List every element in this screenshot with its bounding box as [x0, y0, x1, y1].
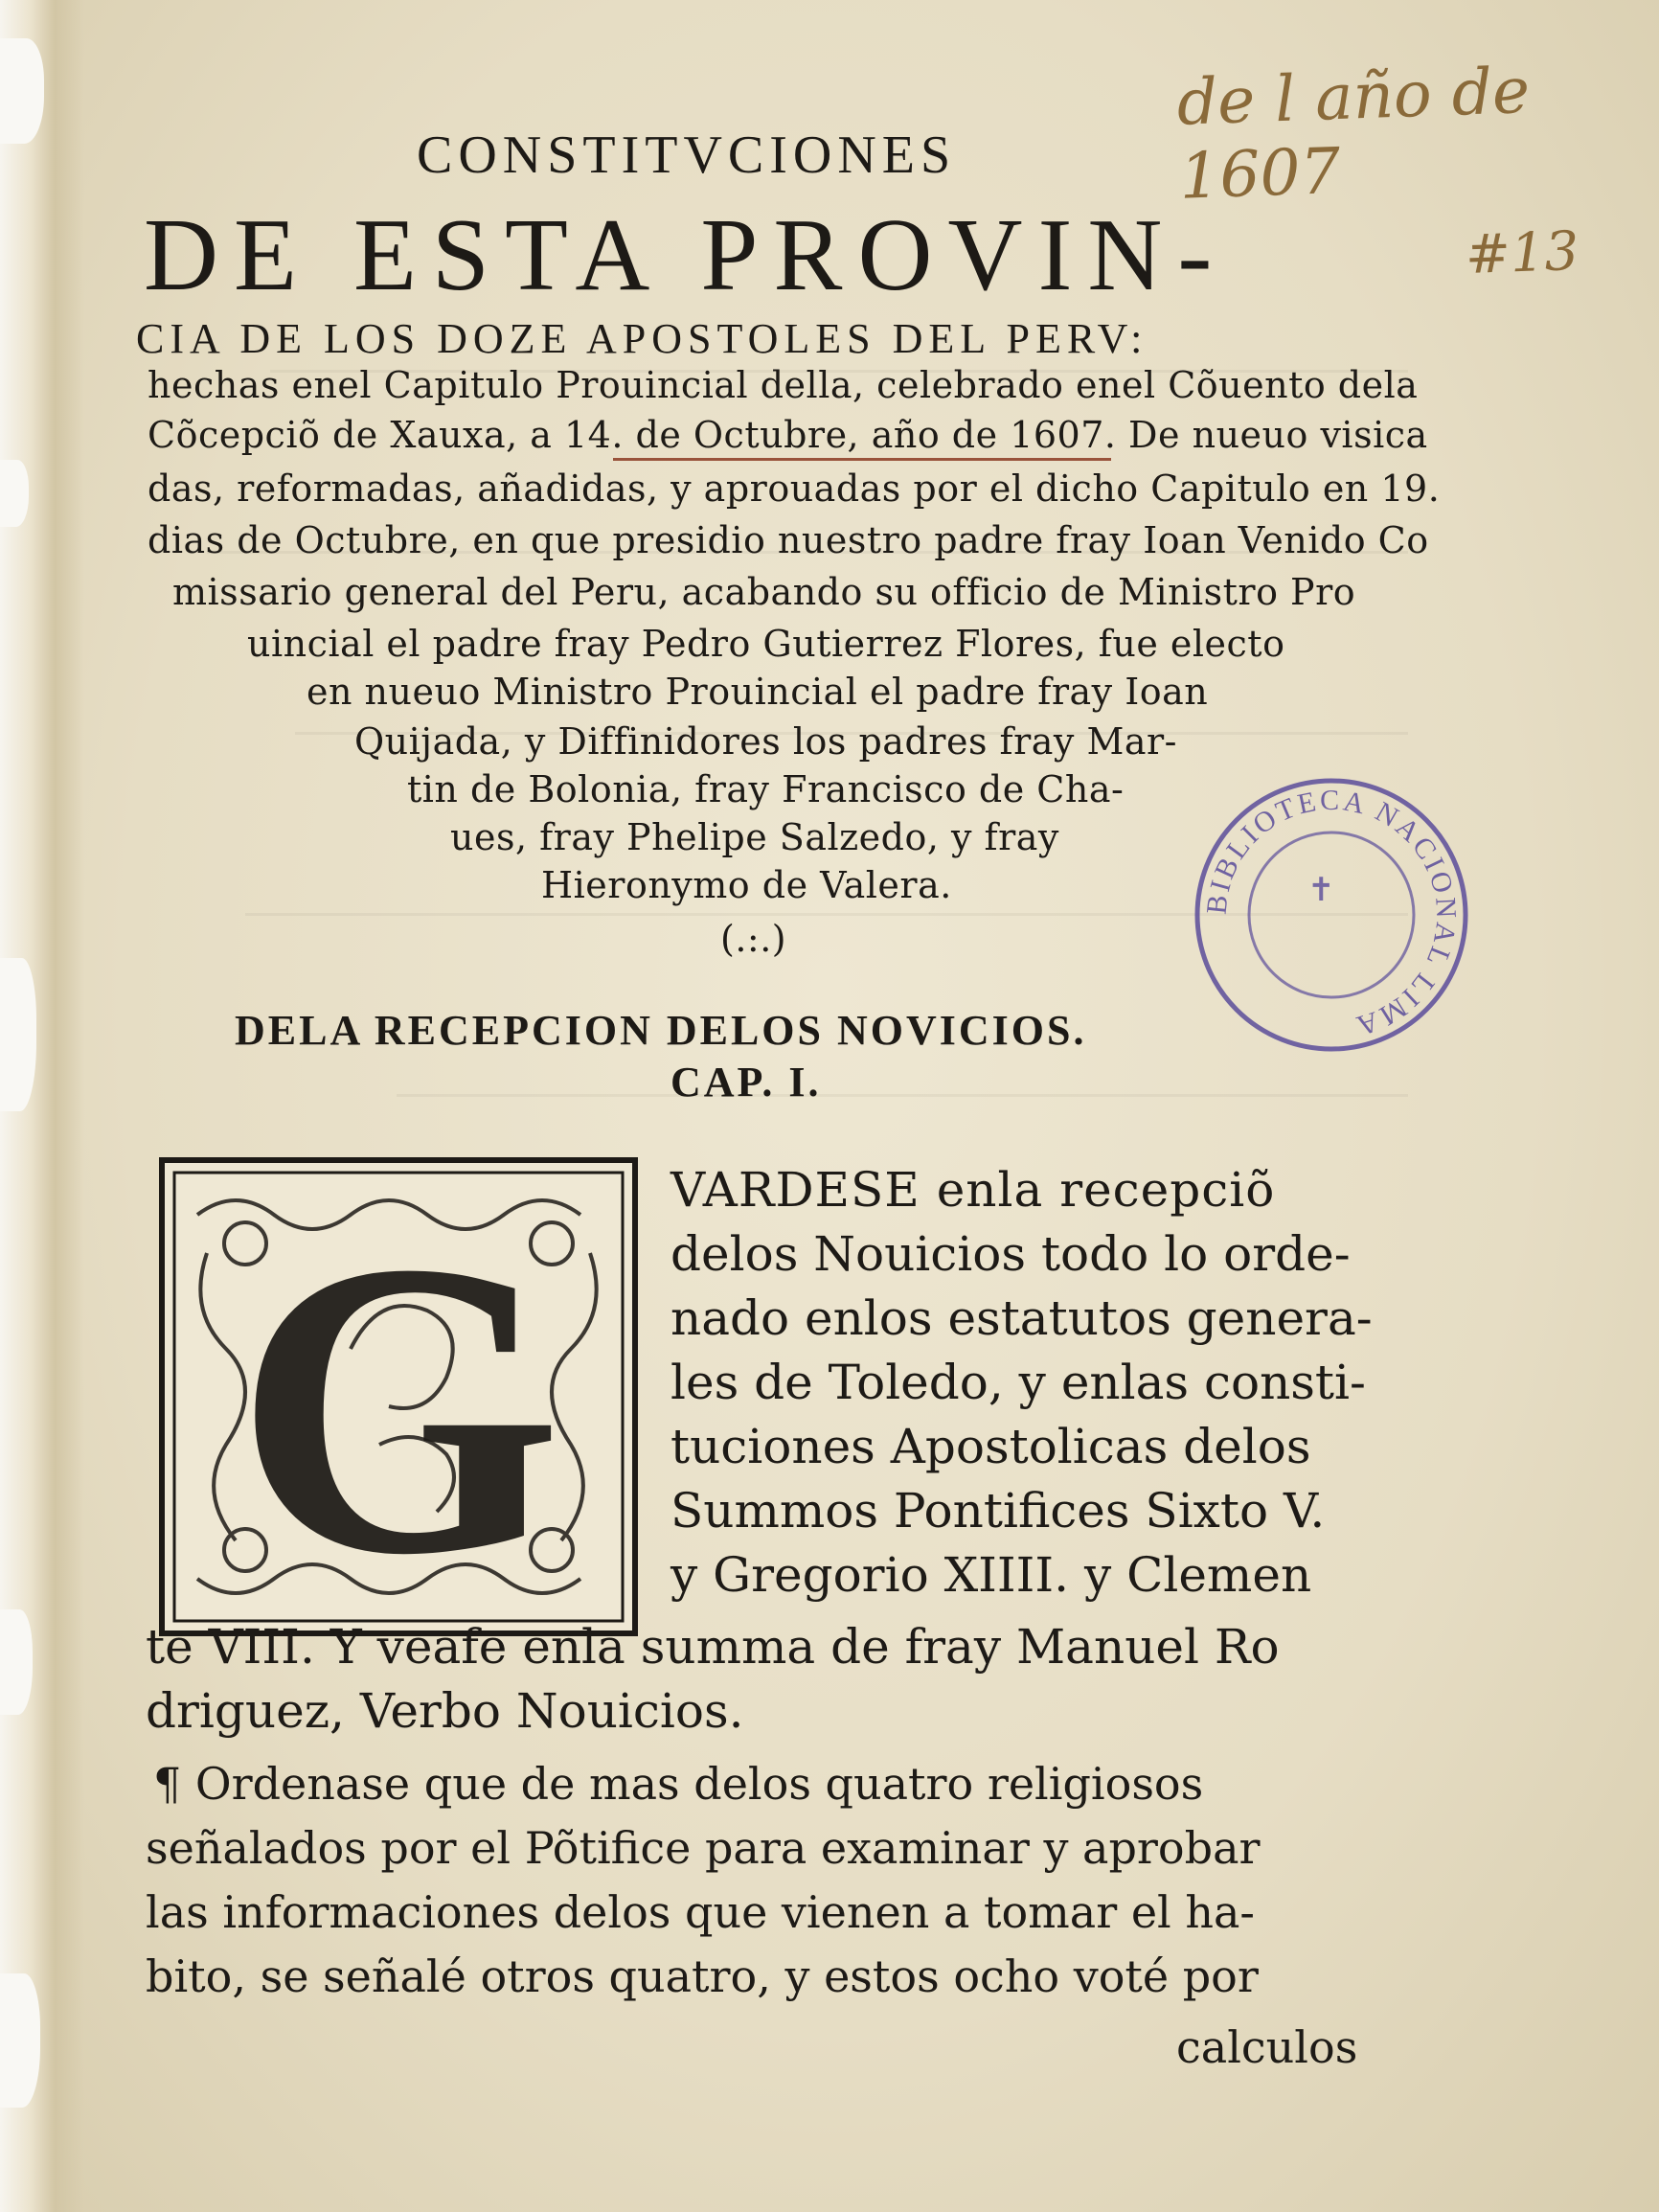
paragraph-line: bito, se señalé otros quatro, y estos ocho voté por	[146, 1950, 1259, 2002]
intro-line: ues, fray Phelipe Salzedo, y fray	[450, 816, 1059, 858]
section-heading: DELA RECEPCION DELOS NOVICIOS.	[235, 1007, 1087, 1054]
ornament: (.:.)	[720, 918, 787, 960]
body-line: VARDESE enla recepciõ	[670, 1162, 1276, 1218]
body-line: nado enlos estatutos genera-	[670, 1290, 1373, 1346]
library-stamp	[1193, 776, 1470, 1054]
handwritten-annotation-date: de l año de 1607	[1175, 53, 1532, 214]
decorated-initial-g	[159, 1157, 638, 1636]
stamp-cross-icon: ✝	[1307, 871, 1335, 909]
intro-line: tin de Bolonia, fray Francisco de Cha-	[407, 768, 1125, 810]
page-edge-tear	[0, 460, 29, 527]
catchword: calculos	[1176, 2021, 1358, 2073]
chapter-heading: CAP. I.	[670, 1059, 822, 1106]
paragraph-line: señalados por el Põtifice para examinar y aprobar	[146, 1822, 1261, 1874]
title-line-1: CONSTITVCIONES	[417, 125, 957, 185]
stamp-text	[1201, 785, 1463, 1042]
ink-underline	[613, 458, 1111, 461]
title-line-2: DE ESTA PROVIN-	[144, 198, 1228, 312]
page-edge-tear	[0, 1609, 33, 1715]
intro-line: dias de Octubre, en que presidio nuestro padre fray Ioan Venido Co	[148, 519, 1429, 561]
intro-line: hechas enel Capitulo Prouincial della, celebrado enel Cõuento dela	[148, 364, 1419, 406]
intro-line: uincial el padre fray Pedro Gutierrez Flores, fue electo	[247, 623, 1285, 665]
page-edge-tear	[0, 958, 36, 1111]
body-line: tuciones Apostolicas delos	[670, 1419, 1311, 1474]
body-line: delos Nouicios todo lo orde-	[670, 1226, 1351, 1282]
body-line: y Gregorio XIIII. y Clemen	[670, 1547, 1312, 1603]
body-line: Summos Pontifices Sixto V.	[670, 1483, 1326, 1539]
stamp-text-path: BIBLIOTECA NACIONAL LIMA	[1200, 784, 1463, 1043]
body-line: te VIII. Y veafe enla summa de fray Manuel Ro	[146, 1619, 1280, 1675]
title-line-3: CIA DE LOS DOZE APOSTOLES DEL PERV:	[136, 315, 1148, 362]
page-edge-tear	[0, 1973, 40, 2108]
intro-line: das, reformadas, añadidas, y aprouadas por el dicho Capitulo en 19.	[148, 467, 1441, 510]
intro-line: Quijada, y Diffinidores los padres fray Mar-	[354, 720, 1178, 763]
handwritten-annotation-number: #13	[1464, 219, 1580, 287]
body-line: les de Toledo, y enlas consti-	[670, 1355, 1366, 1410]
intro-line: en nueuo Ministro Prouincial el padre fray Ioan	[307, 671, 1209, 713]
intro-line: Hieronymo de Valera.	[541, 864, 952, 906]
intro-line: missario general del Peru, acabando su officio de Ministro Pro	[172, 571, 1356, 613]
paragraph-line: las informaciones delos que vienen a tomar el ha-	[146, 1886, 1255, 1938]
body-line: driguez, Verbo Nouicios.	[146, 1683, 744, 1739]
intro-line: Cõcepciõ de Xauxa, a 14. de Octubre, año de 1607. De nueuo visica	[148, 414, 1428, 456]
initial-letter: G	[234, 1175, 563, 1636]
page-edge-tear	[0, 38, 44, 144]
paragraph-line: ¶ Ordenase que de mas delos quatro religiosos	[153, 1758, 1204, 1810]
